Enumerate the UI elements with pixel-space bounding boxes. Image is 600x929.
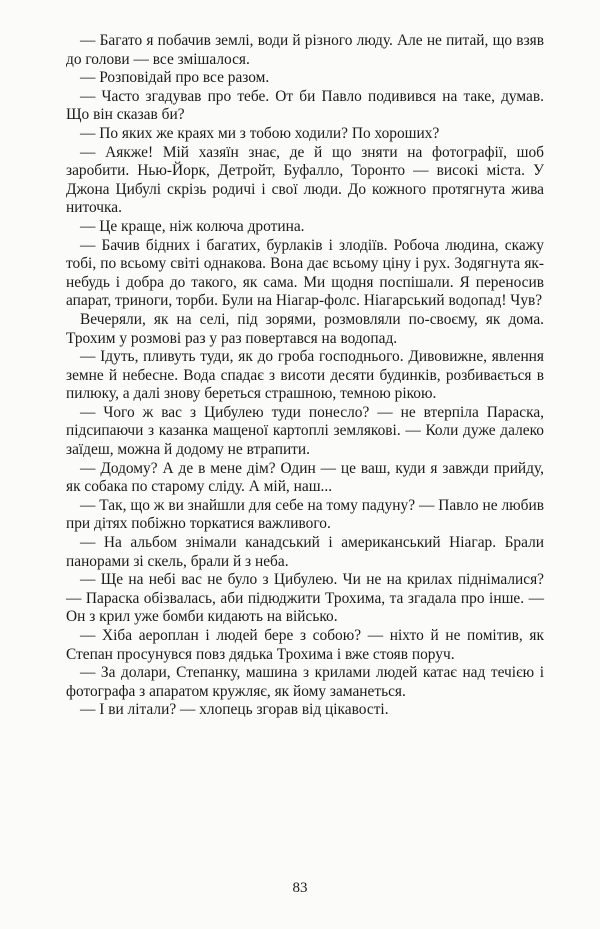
paragraph: — Ідуть, пливуть туди, як до гроба господнього. Дивовижне, явлення земне й небесне. Вода спадає з висоти десяти будинків, розбивається в пилюку, а далі знову береться страшною, темною рікою.	[66, 348, 544, 403]
paragraph: — Додому? А де в мене дім? Один — це ваш, куди я завжди прийду, як собака по старому сліду. А мій, наш...	[66, 459, 544, 496]
page-number: 83	[292, 880, 308, 896]
paragraph: — Ще на небі вас не було з Цибулею. Чи не на крилах піднімалися? — Параска обізвалась, аби підюджити Трохима, та згадала про інше. — Он з крил уже бомби кидають на військо.	[66, 571, 544, 626]
paragraph: — По яких же краях ми з тобою ходили? По хороших?	[80, 124, 440, 142]
paragraph: — На альбом знімали канадський і американський Ніагар. Брали панорами зі скель, брали й з неба.	[66, 534, 544, 570]
paragraph: — Часто згадував про тебе. От би Павло подивився на таке, думав. Що він сказав би?	[66, 87, 544, 124]
paragraph: Вечеряли, як на селі, під зорями, розмовляли по-своєму, як дома. Трохим у розмові раз у раз повертався на водопад.	[66, 310, 544, 347]
paragraph: — Так, що ж ви знайшли для себе на тому падуну? — Павло не любив при дітях побіжно торкатися важливого.	[66, 496, 544, 533]
paragraph: — Розповідай про все разом.	[80, 69, 270, 87]
paragraph: — Аякже! Мій хазяїн знає, де й що зняти на фотографії, шоб заробити. Нью-Йорк, Детройт, Буфалло, Торонто — високі міста. У Джона Цибулі скрізь родичі і свої люди. До кожного протягнута жива ниточка.	[66, 143, 544, 217]
paragraph: — Це краще, ніж колюча дротина.	[80, 217, 305, 235]
body-text	[66, 32, 544, 720]
paragraph: — Багато я побачив землі, води й різного люду. Але не питай, що взяв до голови — все змішалося.	[66, 32, 544, 68]
paragraph: — Чого ж вас з Цибулею туди понесло? — не втерпіла Параска, підсипаючи з казанка мащеної картоплі землякові. — Коли дуже далеко заїдеш, можна й додому не втрапити.	[66, 403, 544, 459]
paragraph: — Бачив бідних і багатих, бурлаків і злодіїв. Робоча людина, скажу тобі, по всьому світі однакова. Вона дає всьому ціну і рух. Зодягнута як-небудь і добра до такого, як сама. Ми щодня поспішали. Я переносив апарат, триноги, торби. Були на Ніагар-фолс. Ніагарський водопад! Чув?	[66, 236, 544, 310]
paragraph: — Хіба аероплан і людей бере з собою? — ніхто й не помітив, як Степан просунувся повз дядька Трохима і вже стояв поруч.	[66, 627, 544, 663]
paragraph: — І ви літали? — хлопець згорав від цікавості.	[80, 701, 389, 719]
paragraph: — За долари, Степанку, машина з крилами людей катає над течією і фотографа з апаратом кружляє, як йому заманеться.	[66, 664, 544, 700]
